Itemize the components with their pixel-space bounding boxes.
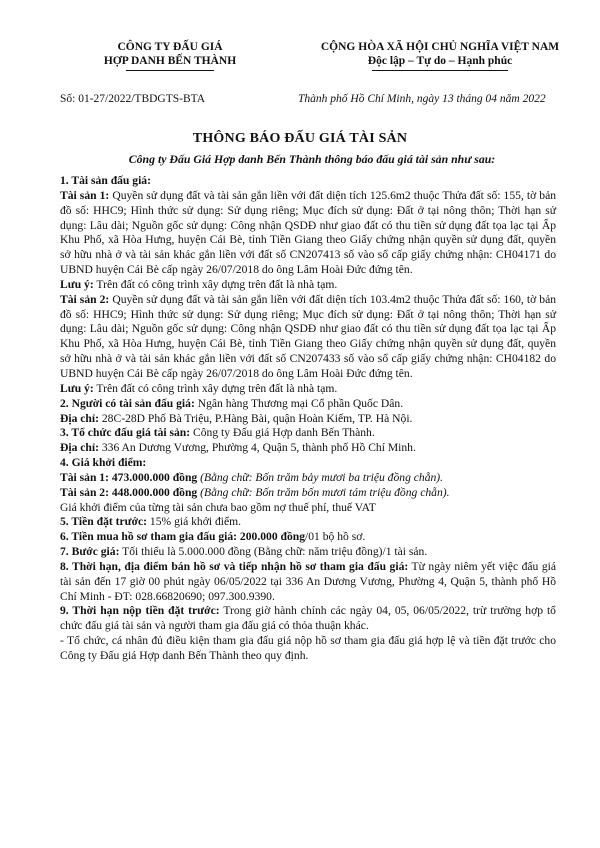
motto-underline	[372, 70, 508, 71]
section-3: 3. Tổ chức đấu giá tài sản: Công ty Đấu giá Hợp danh Bến Thành.	[60, 426, 375, 440]
org-name-line1: CÔNG TY ĐẤU GIÁ	[117, 41, 223, 53]
asset-1: Tài sản 1: Quyền sử dụng đất và tài sản gắn liền với đất diện tích 125.6m2 thuộc Thửa đất số: 155, tờ bản đồ số: HHC9; Hình thức sử dụng: Sử dụng riêng; Mục đích sử dụng: Đất ở tại nông thôn; Thời hạn sử dụng: Lâu dài; Nguồn gốc sử dụng: Công nhận QSDĐ như giao đất có thu tiền sử dụng đất tọa lạc tại Ấp Khu Phố, xã Hòa Hưng, huyện Cái Bè, tỉnh Tiền Giang theo Giấy chứng nhận quyền sử dụng đất, quyền sở hữu nhà ở và tài sản khác gắn liền với đất số CN207413 số vào sổ cấp giấy chứng nhận: CH04171 do UBND huyện Cái Bè cấp ngày 26/07/2018 do ông Lâm Hoài Đức đứng tên.	[60, 188, 557, 277]
section-2-address: Địa chỉ: 28C-28D Phố Bà Triệu, P.Hàng Bài, quận Hoàn Kiếm, TP. Hà Nội.	[60, 411, 413, 425]
section-4-heading: 4. Giá khởi điểm:	[60, 456, 147, 470]
section-1-heading: 1. Tài sản đấu giá:	[60, 174, 151, 187]
document-body	[60, 174, 556, 664]
asset-1-note: Lưu ý: Trên đất có công trình xây dựng trên đất là nhà tạm.	[60, 277, 338, 291]
org-name-line2: HỢP DANH BẾN THÀNH	[103, 55, 237, 67]
org-underline	[126, 70, 214, 71]
document-title: THÔNG BÁO ĐẤU GIÁ TÀI SẢN	[192, 131, 408, 146]
asset-2: Tài sản 2: Quyền sử dụng đất và tài sản gắn liền với đất diện tích 103.4m2 thuộc Thửa đất số: 160, tờ bản đồ số: HHC9; Hình thức sử dụng: Sử dụng riêng; Mục đích sử dụng: Đất ở tại nông thôn; Thời hạn sử dụng: Lâu dài; Nguồn gốc sử dụng: Công nhận QSDĐ như giao đất có thu tiền sử dụng đất tọa lạc tại Ấp Khu Phố, xã Hòa Hưng, huyện Cái Bè, tỉnh Tiền Giang theo Giấy chứng nhận quyền sử dụng đất, quyền sở hữu nhà ở và tài sản khác gắn liền với đất số CN207433 số vào sổ cấp giấy chứng nhận: CH04182 do UBND huyện Cái Bè cấp ngày 26/07/2018 do ông Lâm Hoài Đức đứng tên.	[60, 292, 557, 380]
section-9: 9. Thời hạn nộp tiền đặt trước: Trong giờ hành chính các ngày 04, 05, 06/05/2022, trừ trường hợp tổ chức đấu giá tài sản và người tham gia đấu giá có thỏa thuận khác.	[60, 604, 556, 633]
section-8: 8. Thời hạn, địa điểm bán hồ sơ và tiếp nhận hồ sơ tham gia đấu giá: Từ ngày niêm yết việc đấu giá tài sản đến 17 giờ 00 phút ngày 06/05/2022 tại 336 An Dương Vương, Phường 4, Quận 5, thành phố Hồ Chí Minh - ĐT: 028.66820690; 097.300.9390.	[60, 559, 556, 603]
starting-price-2: Tài sản 2: 448.000.000 đồng (Bằng chữ: Bốn trăm bốn mươi tám triệu đồng chẵn).	[60, 485, 450, 499]
section-3-address: Địa chỉ: 336 An Dương Vương, Phường 4, Quận 5, thành phố Hồ Chí Minh.	[60, 441, 416, 455]
section-6: 6. Tiền mua hồ sơ tham gia đấu giá: 200.000 đồng/01 bộ hồ sơ.	[60, 530, 366, 544]
org-header	[70, 40, 270, 68]
national-motto: Độc lập – Tự do – Hạnh phúc	[367, 55, 513, 67]
section-7: 7. Bước giá: Tối thiểu là 5.000.000 đồng (Bằng chữ: năm triệu đồng)/1 tài sản.	[60, 545, 428, 559]
intro-line: Công ty Đấu Giá Hợp danh Bến Thành thông báo đấu giá tài sản như sau:	[128, 152, 496, 166]
section-2: 2. Người có tài sản đấu giá: Ngân hàng Thương mại Cổ phần Quốc Dân.	[60, 396, 404, 410]
asset-2-note: Lưu ý: Trên đất có công trình xây dựng trên đất là nhà tạm.	[60, 381, 338, 395]
date-line: Thành phố Hồ Chí Minh, ngày 13 tháng 04 năm 2022	[298, 93, 546, 105]
starting-price-1: Tài sản 1: 473.000.000 đồng (Bằng chữ: Bốn trăm bảy mươi ba triệu đồng chẵn).	[60, 470, 444, 484]
section-9-note: - Tổ chức, cá nhân đủ điều kiện tham gia đấu giá nộp hồ sơ tham gia đấu giá hợp lệ và tiền đặt trước cho Công ty Đấu giá Hợp danh Bến Thành theo quy định.	[60, 634, 556, 662]
section-5: 5. Tiền đặt trước: 15% giá khởi điểm.	[60, 515, 242, 529]
starting-price-note: Giá khởi điểm của từng tài sản chưa bao gồm nợ thuế phí, thuế VAT	[60, 500, 376, 514]
document-number: Số: 01-27/2022/TBDGTS-BTA	[60, 93, 206, 105]
country-header	[290, 40, 590, 68]
country-name: CỘNG HÒA XÃ HỘI CHỦ NGHĨA VIỆT NAM	[320, 41, 560, 53]
